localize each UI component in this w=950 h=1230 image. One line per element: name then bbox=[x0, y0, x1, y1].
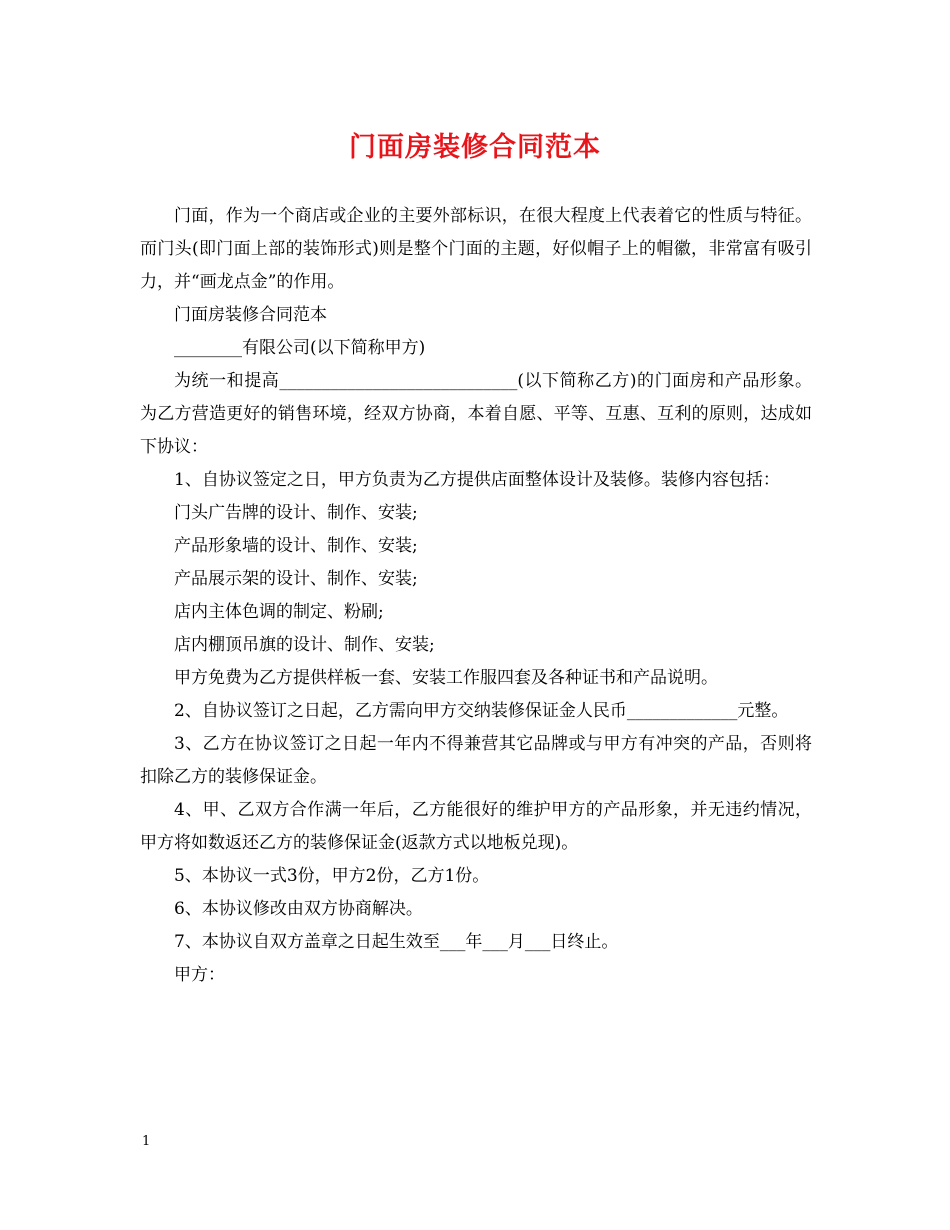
scope-item-signboard: 门头广告牌的设计、制作、安装; bbox=[174, 503, 418, 523]
intro-paragraph: 门面，作为一个商店或企业的主要外部标识，在很大程度上代表着它的性质与特征。而门头(即门面上部的装饰形式)则是整个门面的主题，好似帽子上的帽徽，非常富有吸引力，并“画龙点金”的作用。 bbox=[140, 206, 812, 292]
scope-item-color-scheme: 店内主体色调的制定、粉刷; bbox=[174, 602, 384, 622]
scope-item-ceiling-flags: 店内棚顶吊旗的设计、制作、安装; bbox=[174, 635, 435, 655]
clause-2: 2、自协议签订之日起，乙方需向甲方交纳装修保证金人民币_____________元整。 bbox=[174, 701, 789, 721]
party-a-signature-label: 甲方： bbox=[174, 965, 225, 985]
page-number: 1 bbox=[142, 1134, 151, 1149]
clause-6: 6、本协议修改由双方协商解决。 bbox=[174, 899, 423, 919]
clause-1: 1、自协议签定之日，甲方负责为乙方提供店面整体设计及装修。装修内容包括： bbox=[174, 470, 780, 490]
clause-7: 7、本协议自双方盖章之日起生效至___年___月___日终止。 bbox=[174, 932, 619, 952]
scope-item-image-wall: 产品形象墙的设计、制作、安装; bbox=[174, 536, 418, 556]
document-title: 门面房装修合同范本 bbox=[349, 132, 601, 163]
document-body bbox=[140, 200, 812, 992]
clause-3: 3、乙方在协议签订之日起一年内不得兼营其它品牌或与甲方有冲突的产品，否则将扣除乙方的装修保证金。 bbox=[140, 734, 812, 787]
contract-heading: 门面房装修合同范本 bbox=[174, 305, 327, 325]
clause-5: 5、本协议一式3份，甲方2份，乙方1份。 bbox=[174, 866, 490, 886]
clause-4: 4、甲、乙双方合作满一年后，乙方能很好的维护甲方的产品形象，并无违约情况，甲方将如数返还乙方的装修保证金(返款方式以地板兑现)。 bbox=[140, 800, 812, 853]
free-supplies-paragraph: 甲方免费为乙方提供样板一套、安装工作服四套及各种证书和产品说明。 bbox=[174, 668, 718, 688]
purpose-paragraph: 为统一和提高____________________________(以下简称乙方)的门面房和产品形象。为乙方营造更好的销售环境，经双方协商，本着自愿、平等、互惠、互利的原则，达成如下协议： bbox=[140, 371, 812, 457]
scope-item-display-rack: 产品展示架的设计、制作、安装; bbox=[174, 569, 418, 589]
party-a-line: ________有限公司(以下简称甲方) bbox=[174, 338, 426, 358]
